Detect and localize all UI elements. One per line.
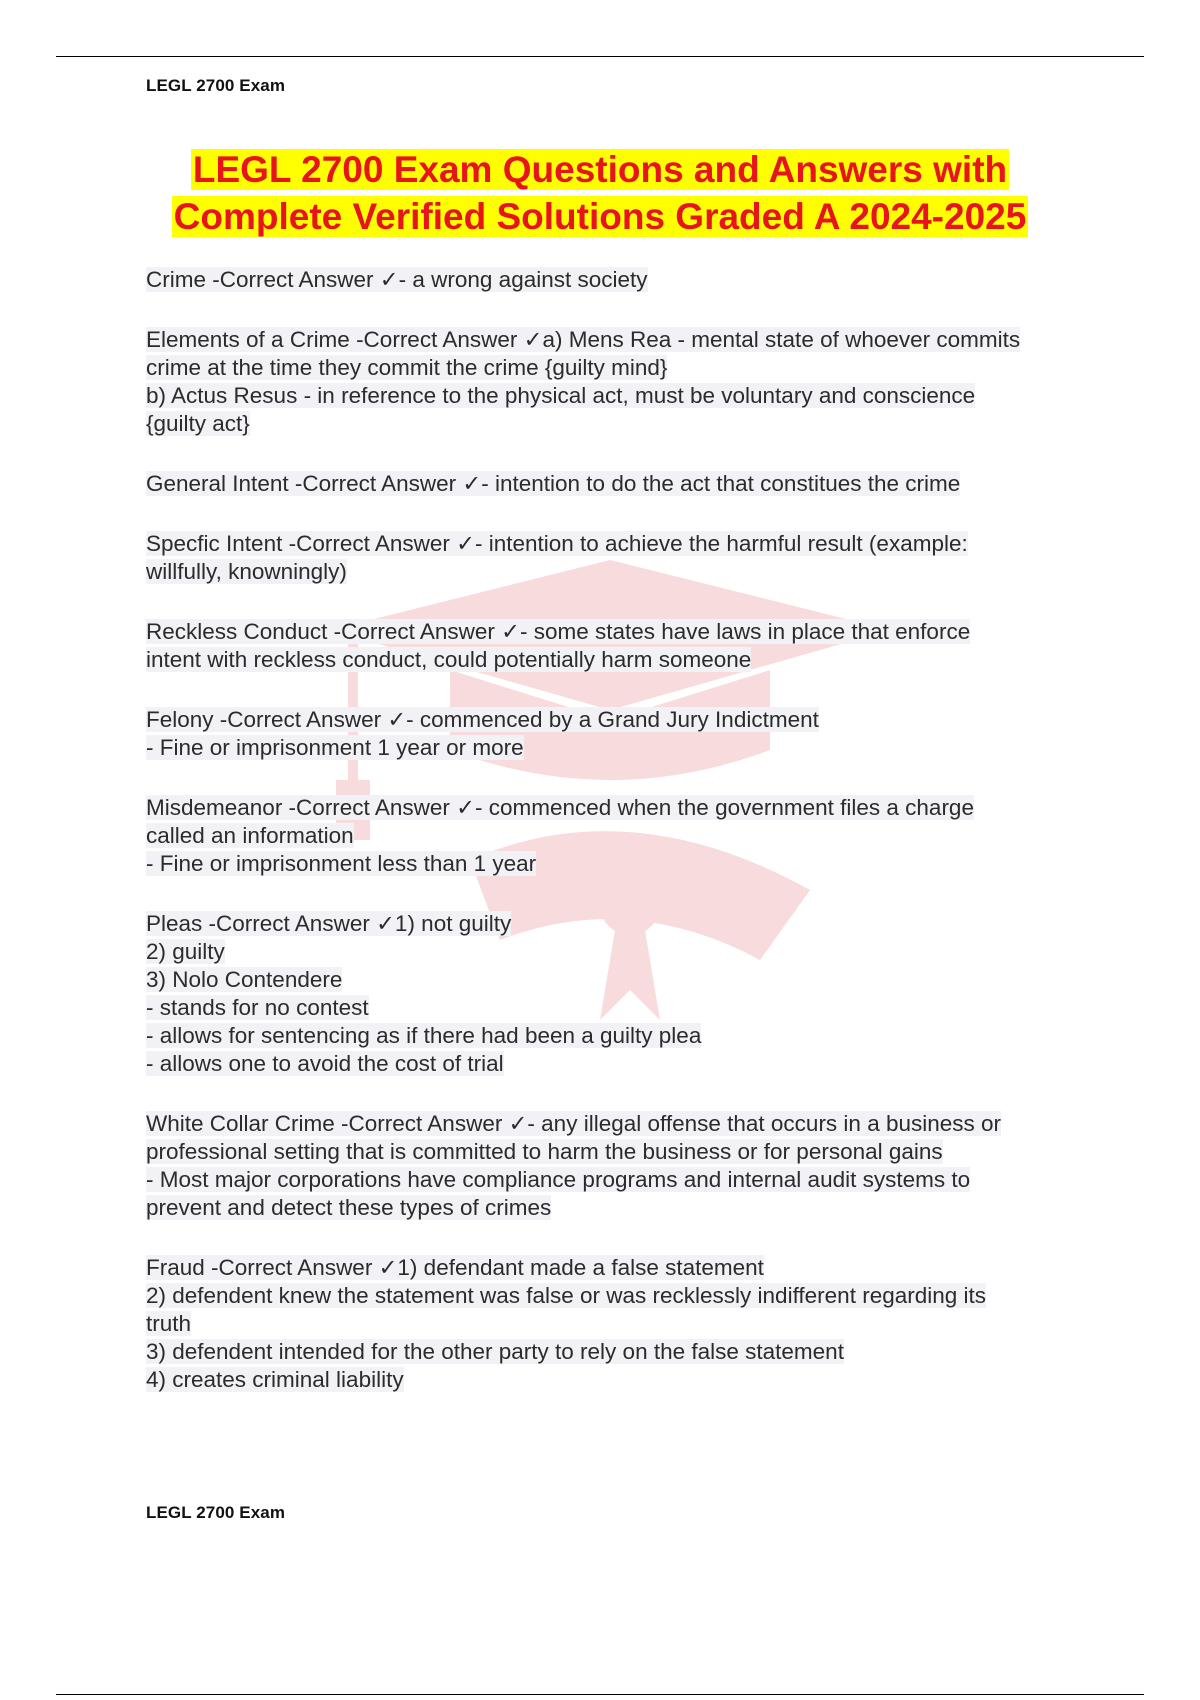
top-rule [56,56,1144,57]
bottom-rule [56,1694,1144,1695]
entry-line: 2) guilty [146,939,225,964]
running-head-top: LEGL 2700 Exam [146,76,286,95]
entry-line: prevent and detect these types of crimes [146,1195,552,1220]
entry-line: truth [146,1311,192,1336]
entry-line: Crime -Correct Answer ✓- a wrong against society [146,267,648,292]
entry-line: crime at the time they commit the crime {guilty mind} [146,355,668,380]
qa-entry-elements-of-a-crime [146,326,1106,438]
entry-line: intent with reckless conduct, could potentially harm someone [146,647,752,672]
entry-line: b) Actus Resus - in reference to the physical act, must be voluntary and conscience [146,383,976,408]
qa-entry-misdemeanor [146,794,1106,878]
qa-entry-general-intent [146,470,1106,498]
entry-line: Pleas -Correct Answer ✓1) not guilty [146,911,512,936]
entry-line: - Most major corporations have compliance programs and internal audit systems to [146,1167,971,1192]
qa-entry-reckless-conduct [146,618,1106,674]
entry-line: General Intent -Correct Answer ✓- intention to do the act that constitues the crime [146,471,961,496]
entry-line: Felony -Correct Answer ✓- commenced by a Grand Jury Indictment [146,707,819,732]
entry-line: - allows for sentencing as if there had been a guilty plea [146,1023,702,1048]
running-head-bottom: LEGL 2700 Exam [146,1503,286,1522]
entry-line: - allows one to avoid the cost of trial [146,1051,504,1076]
entry-line: 3) Nolo Contendere [146,967,343,992]
entry-line: 3) defendent intended for the other party to rely on the false statement [146,1339,844,1364]
entry-line: called an information [146,823,354,848]
entry-line: {guilty act} [146,411,250,436]
entry-line: Elements of a Crime -Correct Answer ✓a) Mens Rea - mental state of whoever commits [146,327,1021,352]
qa-entry-crime [146,266,1106,294]
qa-entry-white-collar-crime [146,1110,1106,1222]
title-line: LEGL 2700 Exam Questions and Answers with [192,149,1008,190]
title-line: Complete Verified Solutions Graded A 2024-2025 [173,196,1027,237]
entry-line: - Fine or imprisonment 1 year or more [146,735,524,760]
qa-entry-felony [146,706,1106,762]
entry-line: - stands for no contest [146,995,369,1020]
qa-entry-fraud [146,1254,1106,1394]
entry-line: Specfic Intent -Correct Answer ✓- intention to achieve the harmful result (example: [146,531,968,556]
qa-list [146,266,1106,1426]
entry-line: 4) creates criminal liability [146,1367,404,1392]
entry-line: White Collar Crime -Correct Answer ✓- any illegal offense that occurs in a business or [146,1111,1002,1136]
entry-line: willfully, knowningly) [146,559,347,584]
entry-line: Fraud -Correct Answer ✓1) defendant made a false statement [146,1255,764,1280]
entry-line: Misdemeanor -Correct Answer ✓- commenced when the government files a charge [146,795,974,820]
entry-line: 2) defendent knew the statement was false or was recklessly indifferent regarding its [146,1283,987,1308]
entry-line: Reckless Conduct -Correct Answer ✓- some states have laws in place that enforce [146,619,971,644]
entry-line: - Fine or imprisonment less than 1 year [146,851,537,876]
qa-entry-specific-intent [146,530,1106,586]
document-title [100,146,1100,240]
entry-line: professional setting that is committed to harm the business or for personal gains [146,1139,943,1164]
qa-entry-pleas [146,910,1106,1078]
